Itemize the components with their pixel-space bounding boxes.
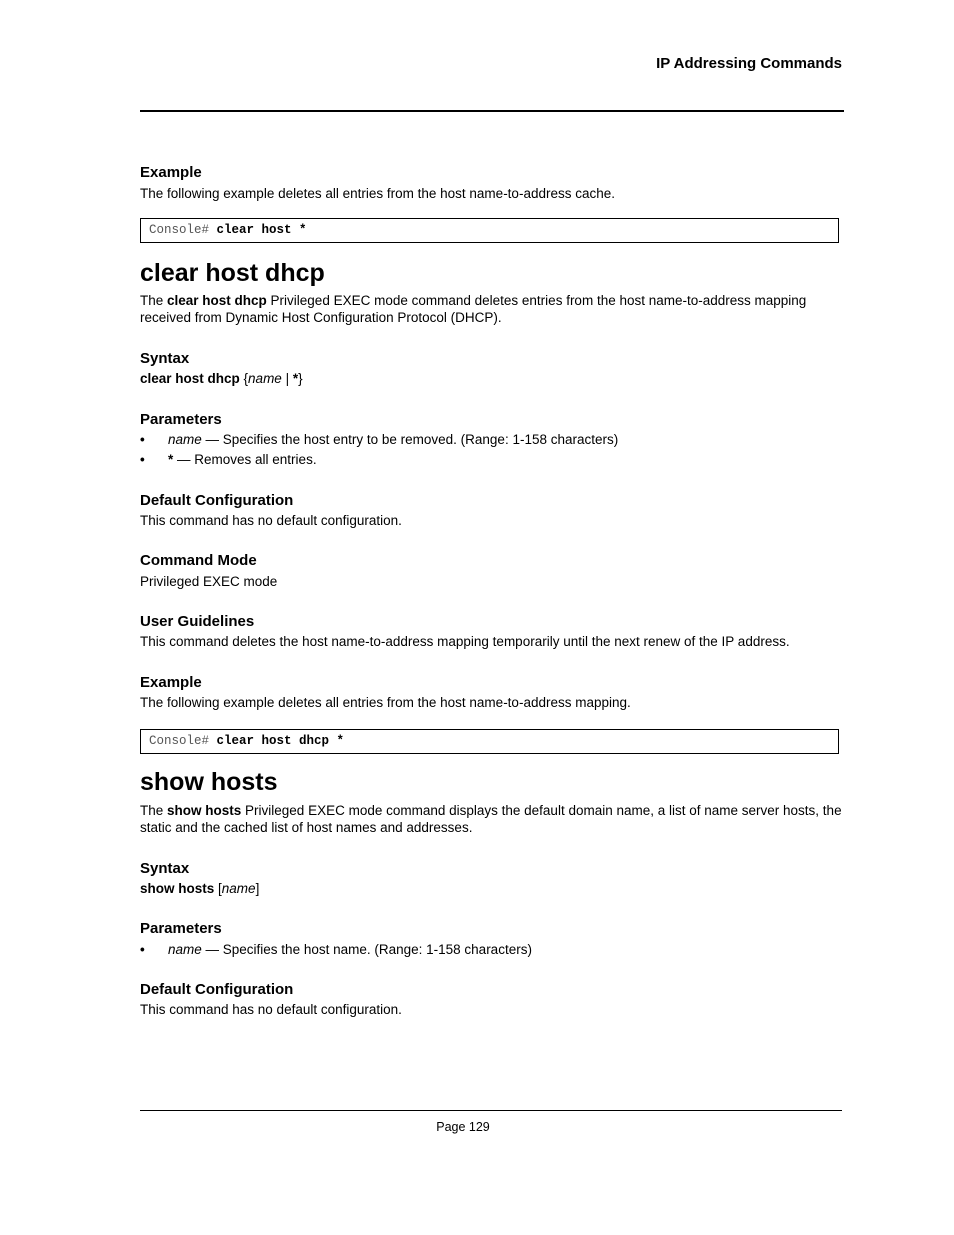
running-header: IP Addressing Commands <box>656 55 842 72</box>
command-mode-heading: Command Mode <box>140 552 257 569</box>
user-guidelines-text: This command deletes the host name-to-address mapping temporarily until the next renew of the IP address. <box>140 634 790 649</box>
syntax-heading: Syntax <box>140 860 190 877</box>
page-number: Page 129 <box>436 1120 490 1134</box>
section-title-show-hosts: show hosts <box>140 768 278 796</box>
section-description: The show hosts Privileged EXEC mode command displays the default domain name, a list of name server hosts, the static and the cached list of host names and addresses. <box>140 803 842 835</box>
code-block <box>140 729 839 754</box>
user-guidelines-heading: User Guidelines <box>140 613 255 630</box>
parameters-heading: Parameters <box>140 411 222 428</box>
example-heading: Example <box>140 674 202 691</box>
syntax-line: clear host dhcp {name | *} <box>140 371 303 386</box>
code-block <box>140 218 839 243</box>
header-rule <box>140 110 844 112</box>
default-config-text: This command has no default configuration. <box>140 513 402 528</box>
code-command: clear host dhcp * <box>216 734 345 748</box>
footer-rule <box>140 1110 842 1111</box>
code-prompt: Console# <box>149 223 210 237</box>
default-config-heading: Default Configuration <box>140 981 294 998</box>
parameters-heading: Parameters <box>140 920 222 937</box>
code-command: clear host * <box>216 223 307 237</box>
default-config-text: This command has no default configuration. <box>140 1002 402 1017</box>
example-heading: Example <box>140 164 202 181</box>
section-description: The clear host dhcp Privileged EXEC mode command deletes entries from the host name-to-address mapping received from Dynamic Host Configuration Protocol (DHCP). <box>140 293 807 325</box>
syntax-heading: Syntax <box>140 350 190 367</box>
section-title-clear-host-dhcp: clear host dhcp <box>140 259 325 287</box>
code-prompt: Console# <box>149 734 210 748</box>
default-config-heading: Default Configuration <box>140 492 294 509</box>
example-text: The following example deletes all entries from the host name-to-address cache. <box>140 186 615 201</box>
example-text: The following example deletes all entries from the host name-to-address mapping. <box>140 695 631 710</box>
command-mode-text: Privileged EXEC mode <box>140 574 278 589</box>
syntax-line: show hosts [name] <box>140 881 260 896</box>
